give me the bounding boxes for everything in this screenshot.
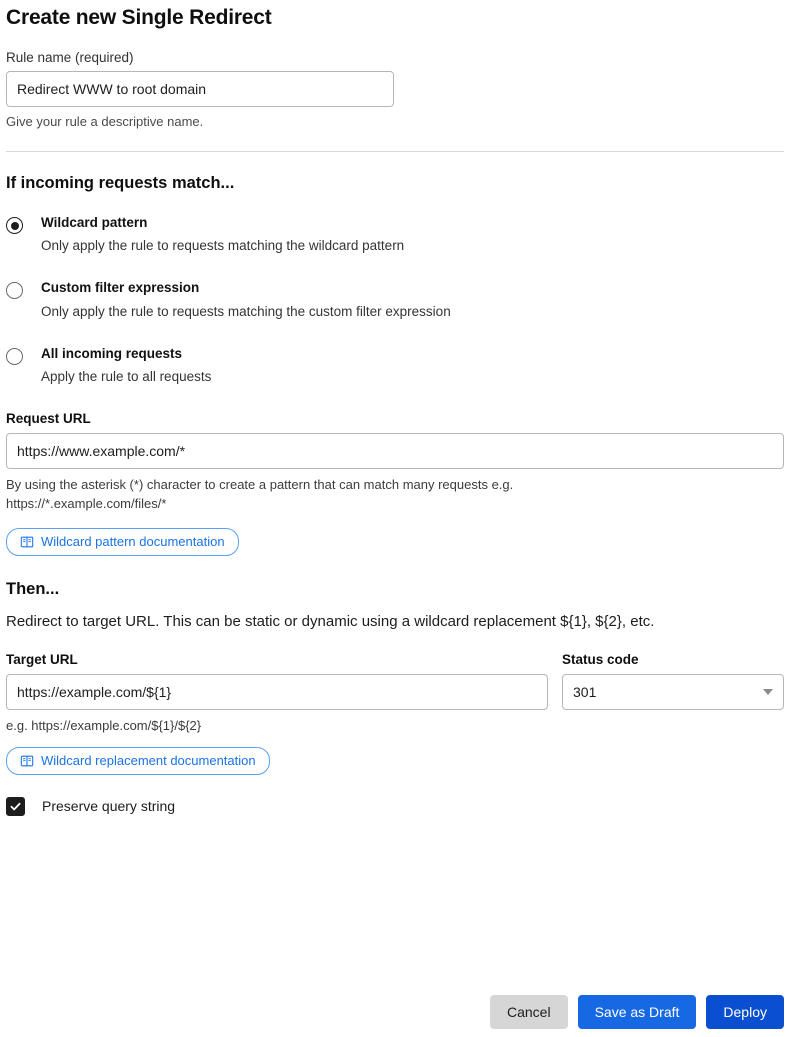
status-code-label: Status code xyxy=(562,651,639,667)
rule-name-label: Rule name (required) xyxy=(6,50,134,65)
save-as-draft-button[interactable]: Save as Draft xyxy=(578,995,697,1029)
book-icon xyxy=(20,535,34,549)
request-url-helper-line1: By using the asterisk (*) character to create a pattern that can match many requests e.g. xyxy=(6,477,514,493)
wildcard-pattern-documentation-label: Wildcard pattern documentation xyxy=(41,534,225,550)
cancel-button[interactable]: Cancel xyxy=(490,995,568,1029)
radio-icon-wildcard-pattern[interactable] xyxy=(6,217,23,234)
preserve-query-string-row[interactable] xyxy=(6,797,784,816)
radio-label-wildcard-pattern: Wildcard pattern xyxy=(41,215,148,230)
target-and-status-row xyxy=(6,652,784,710)
preserve-query-string-label: Preserve query string xyxy=(42,798,176,815)
rule-name-input[interactable] xyxy=(6,71,394,107)
match-radio-group xyxy=(6,215,784,385)
deploy-button[interactable]: Deploy xyxy=(706,995,784,1029)
check-icon xyxy=(9,800,22,813)
radio-label-custom-filter-expression: Custom filter expression xyxy=(41,280,200,296)
radio-label-all-incoming-requests: All incoming requests xyxy=(41,345,183,361)
status-code-group xyxy=(562,652,784,710)
status-code-select[interactable] xyxy=(562,674,784,710)
status-code-value: 301 xyxy=(573,683,597,700)
request-url-helper xyxy=(6,476,784,514)
create-redirect-form xyxy=(0,6,790,1037)
wildcard-replacement-documentation-link[interactable] xyxy=(6,747,270,775)
target-url-label: Target URL xyxy=(6,651,78,667)
radio-option-custom-filter-expression[interactable] xyxy=(6,280,784,319)
target-url-example: e.g. https://example.com/${1}/${2} xyxy=(6,717,202,733)
wildcard-replacement-documentation-label: Wildcard replacement documentation xyxy=(41,753,256,769)
request-url-helper-line2: https://*.example.com/files/* xyxy=(6,495,167,511)
request-url-input[interactable] xyxy=(6,433,784,469)
request-url-label: Request URL xyxy=(6,411,91,427)
then-section-desc: Redirect to target URL. This can be static or dynamic using a wildcard replacement ${1}, ${2}, etc. xyxy=(6,612,655,630)
page-title: Create new Single Redirect xyxy=(6,6,272,29)
preserve-query-string-checkbox[interactable] xyxy=(6,797,25,816)
target-url-group xyxy=(6,652,548,710)
radio-icon-custom-filter-expression[interactable] xyxy=(6,282,23,299)
then-section-title: Then... xyxy=(6,579,60,598)
rule-name-helper: Give your rule a descriptive name. xyxy=(6,114,204,129)
match-section-title: If incoming requests match... xyxy=(6,174,235,192)
form-actions xyxy=(490,995,784,1029)
radio-option-all-incoming-requests[interactable] xyxy=(6,346,784,385)
wildcard-pattern-documentation-link[interactable] xyxy=(6,528,239,556)
target-url-input[interactable] xyxy=(6,674,548,710)
radio-icon-all-incoming-requests[interactable] xyxy=(6,348,23,365)
radio-desc-all-incoming-requests: Apply the rule to all requests xyxy=(41,368,212,384)
radio-option-wildcard-pattern[interactable] xyxy=(6,215,784,254)
radio-desc-wildcard-pattern: Only apply the rule to requests matching the wildcard pattern xyxy=(41,238,405,254)
section-divider xyxy=(6,151,784,152)
radio-desc-custom-filter-expression: Only apply the rule to requests matching the custom filter expression xyxy=(41,303,451,319)
book-icon xyxy=(20,754,34,768)
